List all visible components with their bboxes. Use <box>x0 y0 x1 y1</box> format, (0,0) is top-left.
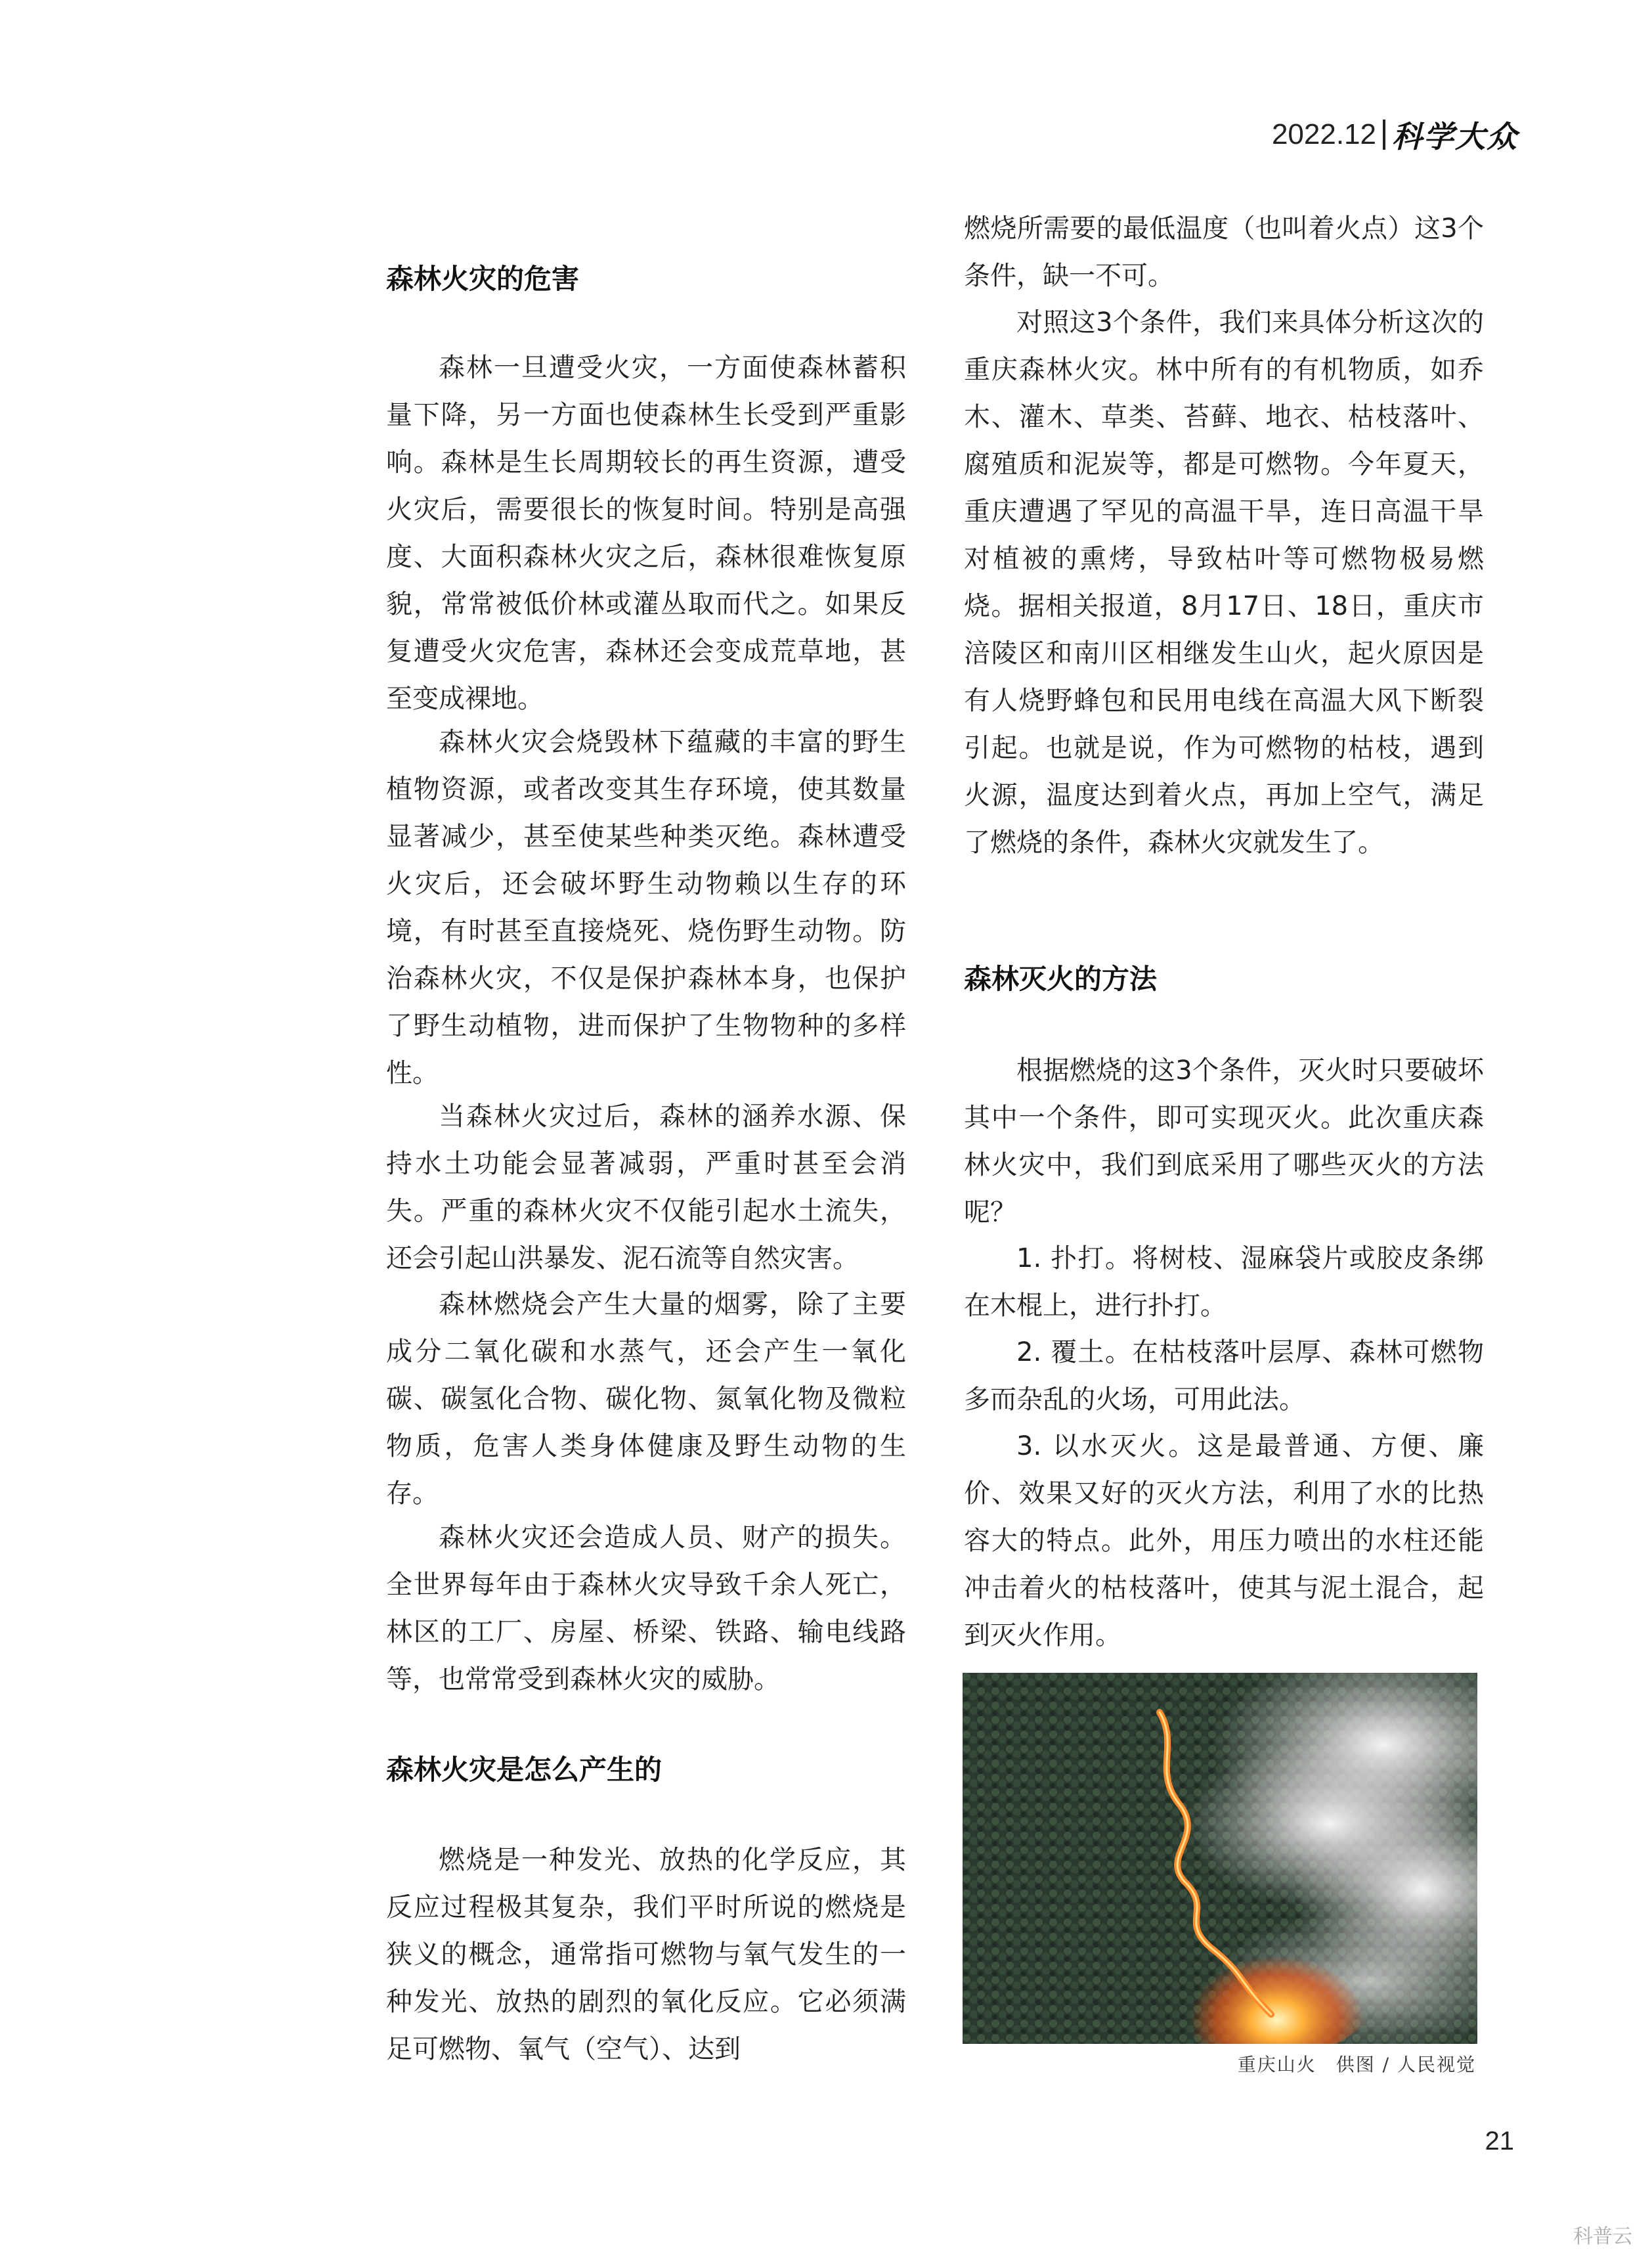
header-divider <box>1383 120 1385 150</box>
section-heading-harm: 森林火灾的危害 <box>386 263 580 295</box>
watermark-logo: 科普云 <box>1573 2225 1632 2248</box>
page-header <box>1272 113 1518 156</box>
paragraph: 森林火灾还会造成人员、财产的损失。全世界每年由于森林火灾导致千余人死亡，林区的工厂、房屋、桥梁、铁路、输电线路等，也常常受到森林火灾的威胁。 <box>386 1522 906 1694</box>
page-number: 21 <box>1485 2127 1514 2156</box>
section-heading-cause: 森林火灾是怎么产生的 <box>386 1754 663 1786</box>
paragraph: 2. 覆土。在枯枝落叶层厚、森林可燃物多而杂乱的火场，可用此法。 <box>964 1337 1484 1415</box>
section-heading-method: 森林灭火的方法 <box>964 963 1158 995</box>
issue-number: 2022.12 <box>1271 118 1376 150</box>
paragraph: 当森林火灾过后，森林的涵养水源、保持水土功能会显著减弱，严重时甚至会消失。严重的森林火灾不仅能引起水土流失，还会引起山洪暴发、泥石流等自然灾害。 <box>386 1101 906 1273</box>
photo-caption: 重庆山火 供图 / 人民视觉 <box>1237 2054 1476 2075</box>
forest-fire-photo <box>963 1673 1477 2044</box>
paragraph: 燃烧是一种发光、放热的化学反应，其反应过程极其复杂，我们平时所说的燃烧是狭义的概念，通常指可燃物与氧气发生的一种发光、放热的剧烈的氧化反应。它必须满足可燃物、氧气（空气）、达到 <box>386 1845 906 2064</box>
magazine-logo: 科学大众 <box>1392 119 1518 154</box>
paragraph: 森林燃烧会产生大量的烟雾，除了主要成分二氧化碳和水蒸气，还会产生一氧化碳、碳氢化合物、碳化物、氮氧化物及微粒物质，危害人类身体健康及野生动物的生存。 <box>386 1289 906 1509</box>
paragraph: 根据燃烧的这3个条件，灭火时只要破坏其中一个条件，即可实现灭火。此次重庆森林火灾中，我们到底采用了哪些灭火的方法呢？ <box>964 1055 1484 1228</box>
paragraph: 3. 以水灭火。这是最普通、方便、廉价、效果又好的灭火方法，利用了水的比热容大的特点。此外，用压力喷出的水柱还能冲击着火的枯枝落叶，使其与泥土混合，起到灭火作用。 <box>964 1431 1484 1650</box>
paragraph-continued: 燃烧所需要的最低温度（也叫着火点）这3个条件，缺一不可。 <box>964 213 1484 291</box>
paragraph: 对照这3个条件，我们来具体分析这次的重庆森林火灾。林中所有的有机物质，如乔木、灌木、草类、苔藓、地衣、枯枝落叶、腐殖质和泥炭等，都是可燃物。今年夏天，重庆遭遇了罕见的高温干旱，连日高温干旱对植被的熏烤，导致枯叶等可燃物极易燃烧。据相关报道，8月17日、18日，重庆市涪陵区和南川区相继发生山火，起火原因是有人烧野蜂包和民用电线在高温大风下断裂引起。也就是说，作为可燃物的枯枝，遇到火源，温度达到着火点，再加上空气，满足了燃烧的条件，森林火灾就发生了。 <box>964 307 1484 858</box>
paragraph: 1. 扑打。将树枝、湿麻袋片或胶皮条绑在木棍上，进行扑打。 <box>964 1243 1484 1321</box>
paragraph: 森林火灾会烧毁林下蕴藏的丰富的野生植物资源，或者改变其生存环境，使其数量显著减少，甚至使某些种类灭绝。森林遭受火灾后，还会破坏野生动物赖以生存的环境，有时甚至直接烧死、烧伤野生动物。防治森林火灾，不仅是保护森林本身，也保护了野生动植物，进而保护了生物物种的多样性。 <box>386 727 906 1088</box>
paragraph: 森林一旦遭受火灾，一方面使森林蓄积量下降，另一方面也使森林生长受到严重影响。森林是生长周期较长的再生资源，遭受火灾后，需要很长的恢复时间。特别是高强度、大面积森林火灾之后，森林很难恢复原貌，常常被低价林或灌丛取而代之。如果反复遭受火灾危害，森林还会变成荒草地，甚至变成裸地。 <box>386 353 906 714</box>
